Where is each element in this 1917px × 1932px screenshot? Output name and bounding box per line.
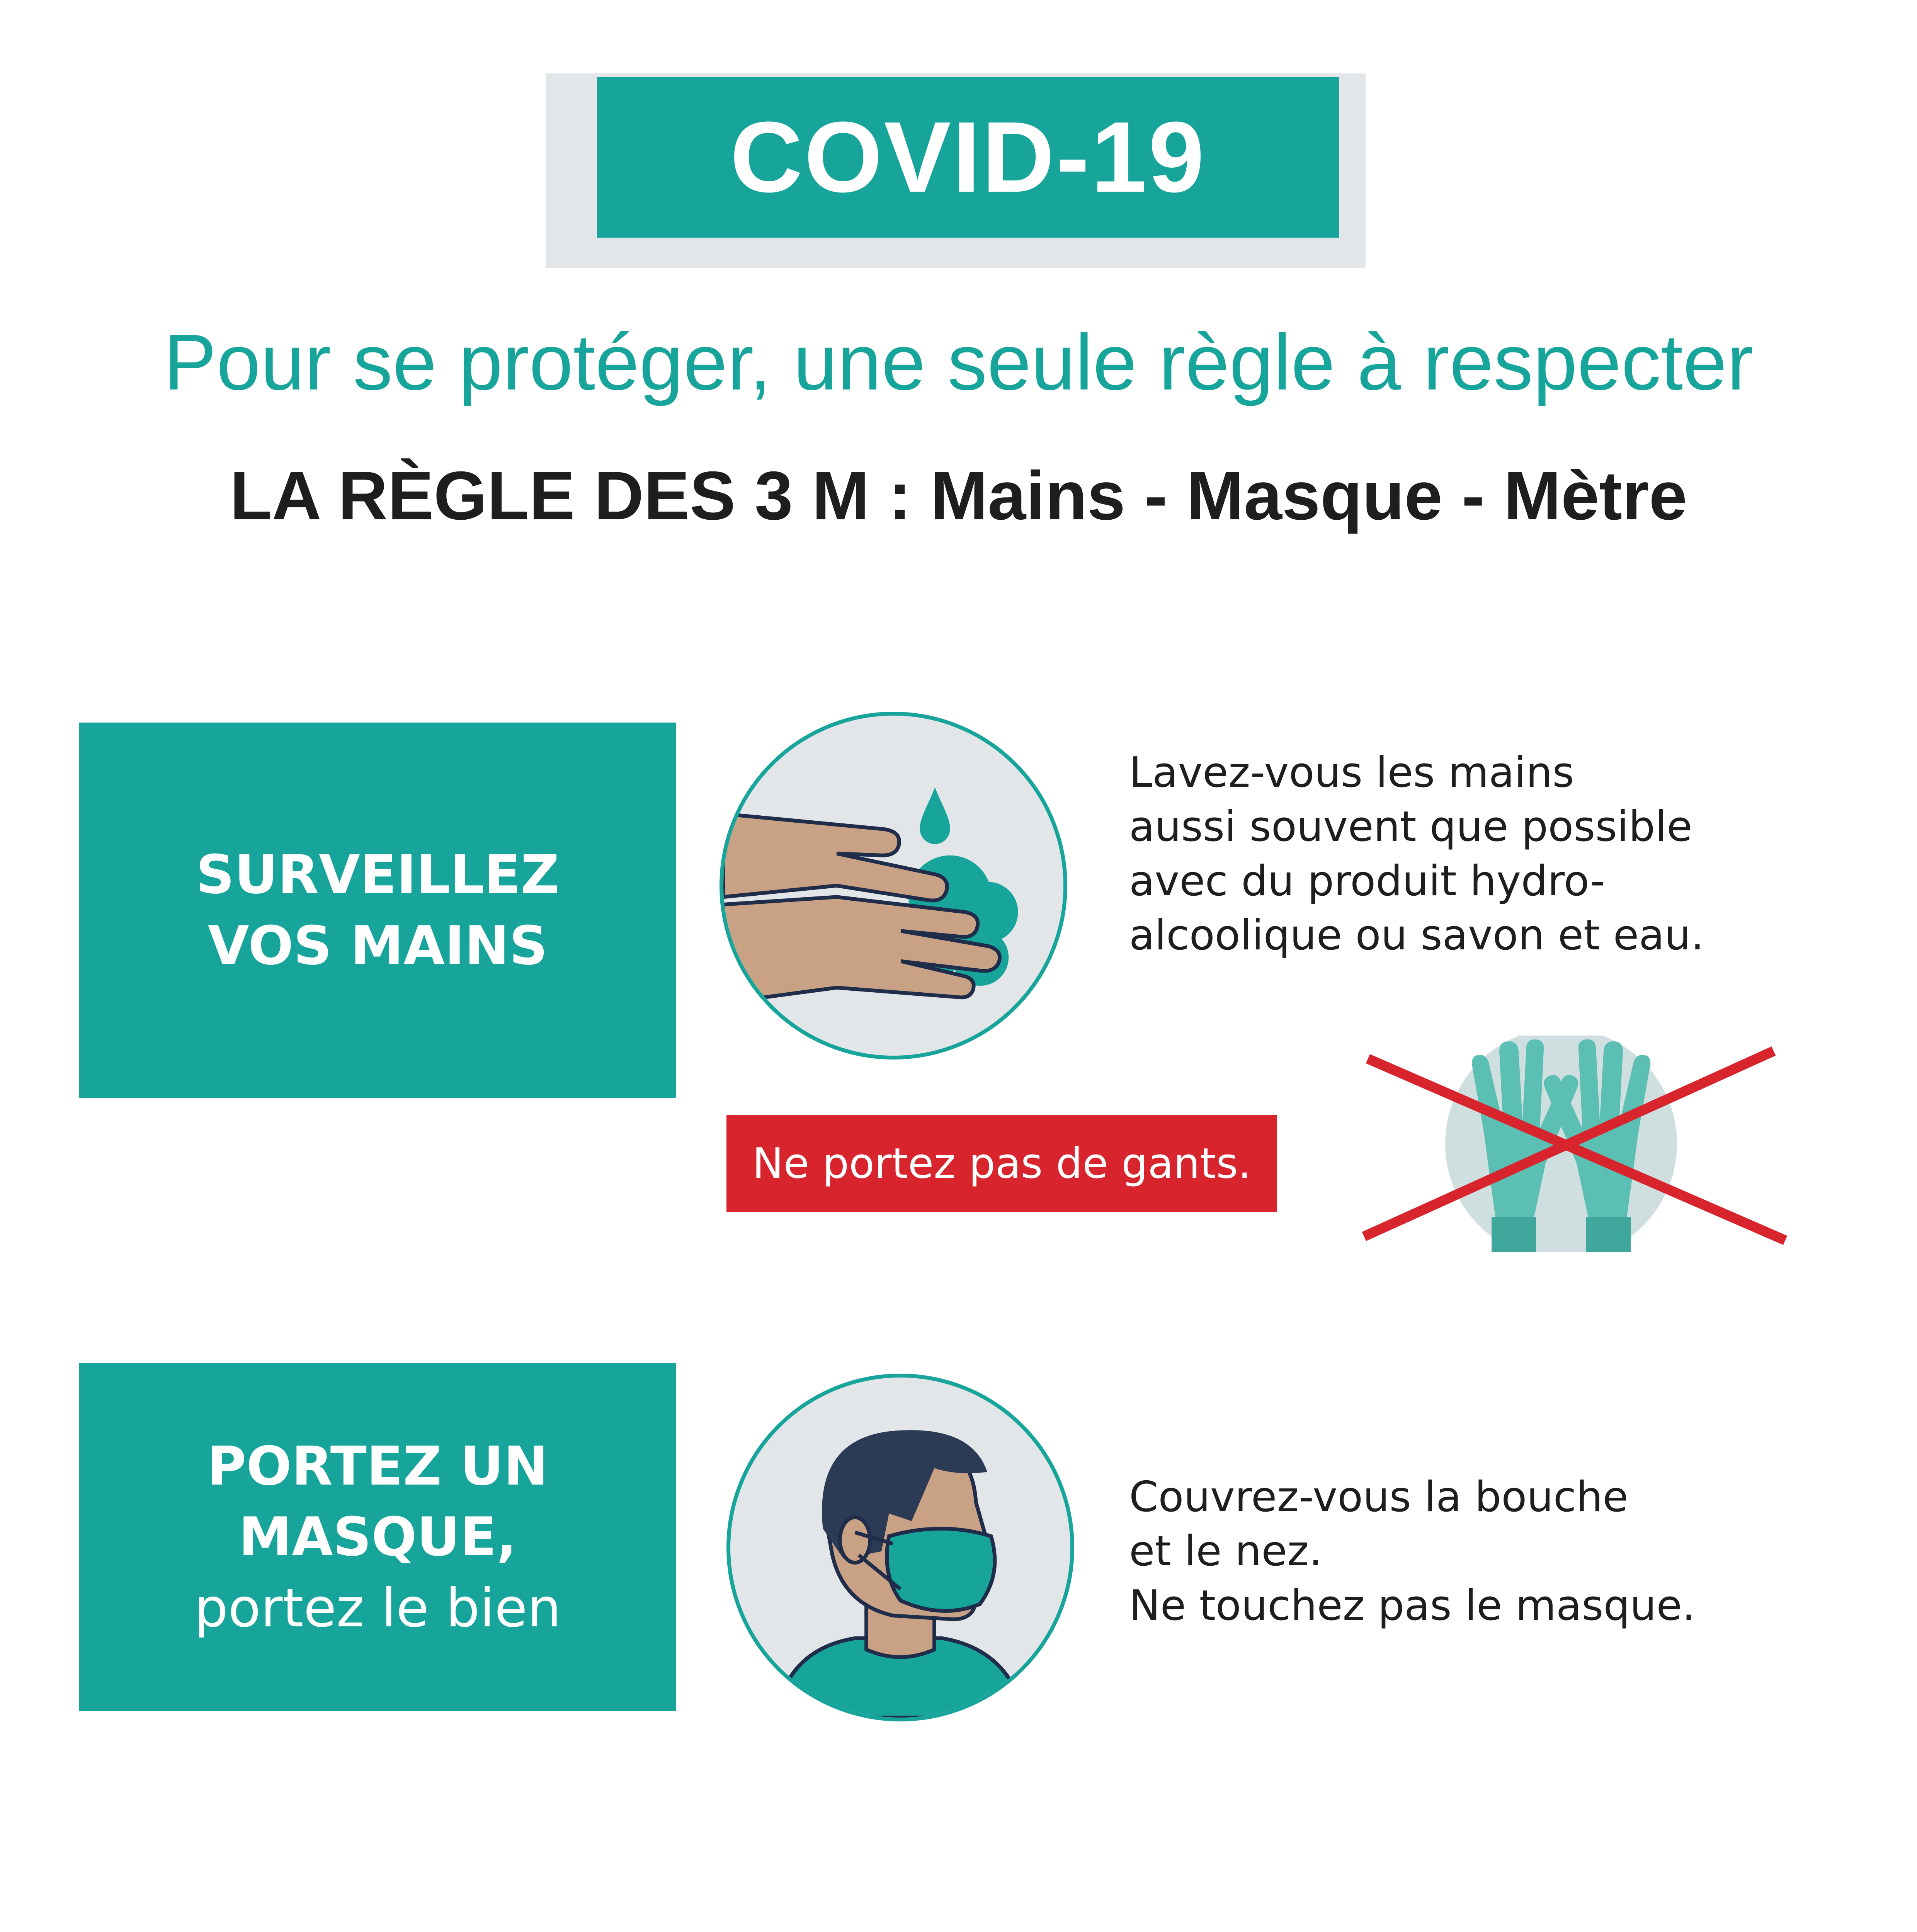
description-line: Lavez-vous les mains [1129, 748, 1574, 797]
rule-box-line: MASQUE, [238, 1506, 517, 1568]
rule-box-hands [79, 723, 676, 1098]
no-gloves-label: Ne portez pas de gants. [752, 1139, 1252, 1188]
crossed-gloves-icon [1360, 1036, 1793, 1252]
description-line: alcoolique ou savon et eau. [1129, 911, 1704, 960]
rule-box-line: portez le bien [194, 1577, 561, 1639]
description-line: Ne touchez pas le masque. [1129, 1581, 1696, 1630]
rule-heading: LA RÈGLE DES 3 M : Mains - Masque - Mètre [230, 457, 1687, 534]
no-gloves-banner [726, 1115, 1277, 1212]
description-mask [1129, 1470, 1902, 1633]
description-line: et le nez. [1129, 1527, 1322, 1576]
rule-box-line: PORTEZ UN [207, 1435, 548, 1497]
title-banner [597, 77, 1339, 238]
page-title: COVID-19 [730, 101, 1206, 213]
description-line: aussi souvent que possible [1129, 803, 1692, 851]
subtitle: Pour se protéger, une seule règle à respecter [163, 318, 1754, 406]
description-line: Couvrez-vous la bouche [1129, 1473, 1628, 1521]
description-line: avec du produit hydro- [1129, 857, 1605, 905]
rule-box-line: VOS MAINS [208, 915, 548, 977]
description-hands [1129, 746, 1902, 963]
rule-box-line: SURVEILLEZ [196, 844, 560, 906]
rule-box-mask [79, 1363, 676, 1711]
masked-person-icon [726, 1374, 1074, 1721]
hand-washing-icon [720, 712, 1067, 1060]
